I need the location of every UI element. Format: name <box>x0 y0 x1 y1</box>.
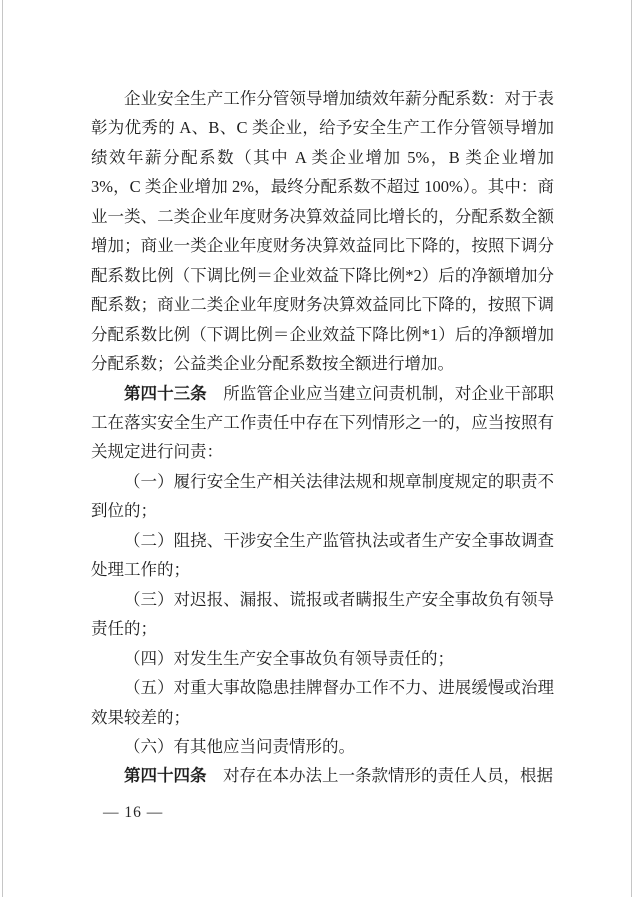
paragraph-article-44 <box>91 761 554 790</box>
article-44-number: 第四十四条 <box>124 766 207 786</box>
page-edge-left <box>2 0 3 897</box>
document-body <box>91 84 554 791</box>
article-44-text: 对存在本办法上一条款情形的责任人员，根据 <box>206 766 553 786</box>
list-item-6: （六）有其他应当问责情形的。 <box>124 736 355 756</box>
paragraph-performance-coefficient: 企业安全生产工作分管领导增加绩效年薪分配系数：对于表彰为优秀的 A、B、C 类企业，给予安全生产工作分管领导增加绩效年薪分配系数（其中 A 类企业增加 5%，B 类企业增加 3%，C 类企业增加 2%，最终分配系数不超过 100%）。其中：商业一类、二类企业年度财务决算效益同比增长的，分配系数全额增加；商业一类企业年度财务决算效益同比下降的，按照下调分配系数比例（下调比例＝企业效益下降比例*2）后的净额增加分配系数；商业二类企业年度财务决算效益同比下降的，按照下调分配系数比例（下调比例＝企业效益下降比例*1）后的净额增加分配系数；公益类企业分配系数按全额进行增加。 <box>91 89 554 374</box>
list-item-1: （一）履行安全生产相关法律法规和规章制度规定的职责不到位的； <box>91 471 554 521</box>
list-item-2: （二）阻挠、干涉安全生产监管执法或者生产安全事故调查处理工作的； <box>91 530 554 580</box>
page-number: — 16 — <box>103 804 164 821</box>
list-item-3: （三）对迟报、漏报、谎报或者瞒报生产安全事故负有领导责任的； <box>91 589 554 639</box>
paragraph-article-43 <box>91 379 554 467</box>
list-item-5: （五）对重大事故隐患挂牌督办工作不力、进展缓慢或治理效果较差的； <box>91 678 554 727</box>
page-edge-right <box>631 0 632 897</box>
article-43-number: 第四十三条 <box>124 383 207 403</box>
list-item-4: （四）对发生生产安全事故负有领导责任的； <box>124 648 454 668</box>
article-43-text: 所监管企业应当建立问责机制，对企业干部职工在落实安全生产工作责任中存在下列情形之一的，应当按照有关规定进行问责： <box>91 383 555 462</box>
